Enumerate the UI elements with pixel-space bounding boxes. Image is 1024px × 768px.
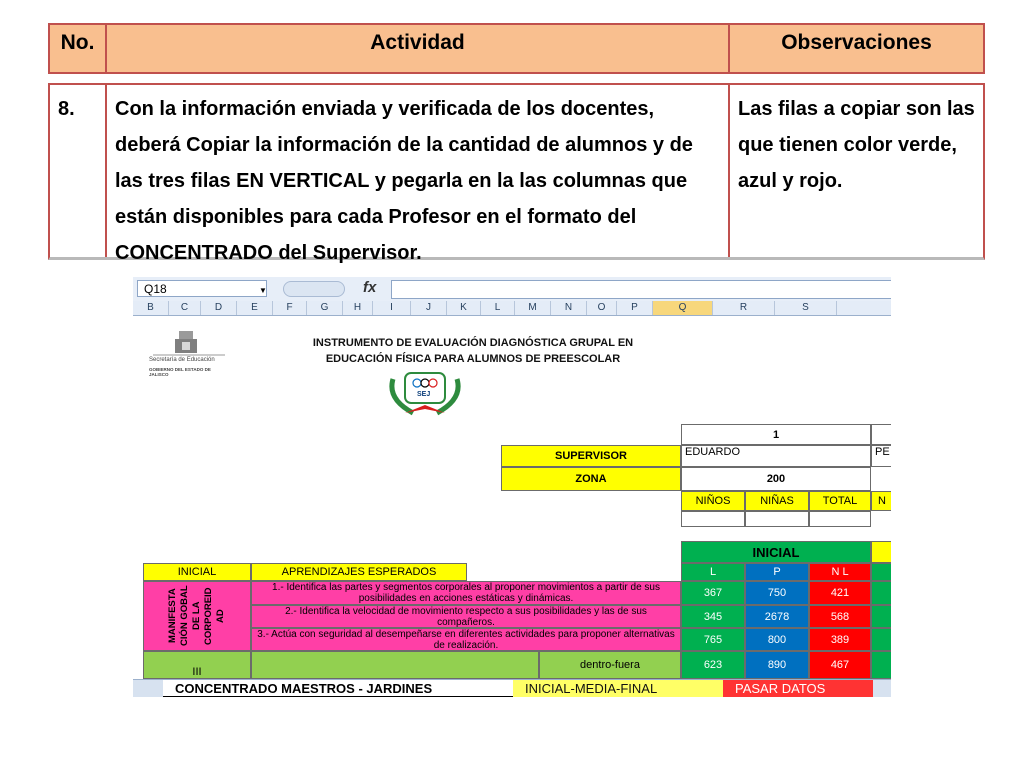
column-header-l[interactable]: L — [481, 301, 515, 315]
row-actividad: Con la información enviada y verificada de los docentes, deberá Copiar la información de la cantidad de alumnos y de las tres filas EN VERTICAL y pegarla en la las columnas que están disponibles para cada Profesor en el formato del CONCENTRADO del Supervisor. — [107, 85, 730, 257]
column-header-o[interactable]: O — [587, 301, 617, 315]
tab-inicial-media-final[interactable]: INICIAL-MEDIA-FINAL — [513, 680, 723, 697]
column-header-p[interactable]: P — [617, 301, 653, 315]
dentro-fuera-nl[interactable]: 467 — [809, 651, 871, 679]
column-header-b[interactable]: B — [133, 301, 169, 315]
secretaria-logo — [149, 329, 229, 377]
column-header-q[interactable]: Q — [653, 301, 713, 315]
row1-p[interactable]: 750 — [745, 581, 809, 605]
row1-l[interactable]: 367 — [681, 581, 745, 605]
table-header-inicial[interactable]: INICIAL — [143, 563, 251, 581]
side-label[interactable]: MANIFESTA CIÓN GOBAL DE LA CORPOREID AD — [143, 581, 251, 651]
column-header-i[interactable]: I — [373, 301, 411, 315]
emblem-text: SEJ — [417, 391, 431, 398]
column-header-s[interactable]: S — [775, 301, 837, 315]
next-teacher-cell[interactable]: PE — [871, 445, 891, 467]
logo-text-1: Secretaría de Educación — [149, 357, 215, 363]
dentro-fuera-label[interactable]: dentro-fuera — [539, 651, 681, 679]
column-header-r[interactable]: R — [713, 301, 775, 315]
zona-label[interactable]: ZONA — [501, 467, 681, 491]
ninas-value[interactable] — [745, 511, 809, 527]
inicial-header[interactable]: INICIAL — [681, 541, 871, 563]
title-line-2: EDUCACIÓN FÍSICA PARA ALUMNOS DE PREESCOLAR — [325, 353, 621, 365]
column-header-h[interactable]: H — [343, 301, 373, 315]
zona-value[interactable]: 200 — [681, 467, 871, 491]
sheet-tabs — [133, 679, 891, 697]
ninos-header[interactable]: NIÑOS — [681, 491, 745, 511]
formula-input[interactable] — [391, 280, 891, 299]
aprendizaje-row-1[interactable]: 1.- Identifica las partes y segmentos corporales al proponer movimientos a partir de sus posibilidades en acciones estáticas y dinámicas. — [251, 581, 681, 605]
row3-l[interactable]: 765 — [681, 628, 745, 651]
dentro-fuera-l[interactable]: 623 — [681, 651, 745, 679]
row3-nl[interactable]: 389 — [809, 628, 871, 651]
row3-p[interactable]: 800 — [745, 628, 809, 651]
aprendizaje-row-3[interactable]: 3.- Actúa con seguridad al desempeñarse en diferentes actividades para proponer alternativas de realización. — [251, 628, 681, 651]
column-header-m[interactable]: M — [515, 301, 551, 315]
ninas-header[interactable]: NIÑAS — [745, 491, 809, 511]
logo-text-2: GOBIERNO DEL ESTADO DE JALISCO — [149, 367, 211, 377]
dentro-fuera-p[interactable]: 890 — [745, 651, 809, 679]
next-inicial-header[interactable] — [871, 541, 891, 563]
tab-pasar-datos[interactable]: PASAR DATOS — [723, 680, 873, 697]
header-actividad: Actividad — [107, 25, 730, 72]
ninos-value[interactable] — [681, 511, 745, 527]
row2-l[interactable]: 345 — [681, 605, 745, 628]
teacher-number-cell[interactable]: 1 — [681, 424, 871, 445]
aprendizaje-row-2[interactable]: 2.- Identifica la velocidad de movimiento respecto a sus posibilidades y las de sus compañeros. — [251, 605, 681, 628]
dentro-fuera-next[interactable] — [871, 651, 891, 679]
column-header-f[interactable]: F — [273, 301, 307, 315]
table-header-aprendizajes[interactable]: APRENDIZAJES ESPERADOS — [251, 563, 467, 581]
partial-row-label[interactable]: III — [143, 651, 251, 679]
formula-bar — [133, 277, 891, 302]
column-header-k[interactable]: K — [447, 301, 481, 315]
total-value[interactable] — [809, 511, 871, 527]
row1-nl[interactable]: 421 — [809, 581, 871, 605]
fx-icon[interactable]: fx — [363, 279, 377, 296]
instruction-table-header — [48, 23, 985, 74]
col-nl-header[interactable]: N L — [809, 563, 871, 581]
title-line-1: INSTRUMENTO DE EVALUACIÓN DIAGNÓSTICA GRUPAL EN — [312, 337, 634, 349]
row3-next[interactable] — [871, 628, 891, 651]
instrument-title — [263, 335, 683, 367]
supervisor-value[interactable]: EDUARDO — [681, 445, 871, 467]
total-header[interactable]: TOTAL — [809, 491, 871, 511]
name-box[interactable]: Q18 — [137, 280, 267, 297]
excel-screenshot — [133, 277, 891, 697]
row1-next[interactable] — [871, 581, 891, 605]
next-count-header[interactable]: N — [871, 491, 891, 511]
row-number: 8. — [50, 85, 107, 257]
col-l-header[interactable]: L — [681, 563, 745, 581]
header-observaciones: Observaciones — [781, 31, 932, 54]
sej-emblem — [383, 369, 467, 417]
zoom-slider[interactable] — [283, 281, 345, 297]
supervisor-label[interactable]: SUPERVISOR — [501, 445, 681, 467]
column-header-j[interactable]: J — [411, 301, 447, 315]
row2-next[interactable] — [871, 605, 891, 628]
partial-row-text[interactable] — [251, 651, 539, 679]
column-header-c[interactable]: C — [169, 301, 201, 315]
column-header-g[interactable]: G — [307, 301, 343, 315]
row-observaciones: Las filas a copiar son las que tienen color verde, azul y rojo. — [738, 98, 975, 192]
column-header-n[interactable]: N — [551, 301, 587, 315]
chevron-down-icon[interactable]: ▼ — [259, 286, 267, 295]
next-teacher-header-cell[interactable] — [871, 424, 891, 445]
col-p-header[interactable]: P — [745, 563, 809, 581]
header-no: No. — [50, 25, 107, 72]
column-header-d[interactable]: D — [201, 301, 237, 315]
tab-concentrado[interactable]: CONCENTRADO MAESTROS - JARDINES — [163, 680, 513, 697]
column-header-e[interactable]: E — [237, 301, 273, 315]
instruction-table-row — [48, 83, 985, 264]
next-col-header[interactable] — [871, 563, 891, 581]
row2-p[interactable]: 2678 — [745, 605, 809, 628]
row2-nl[interactable]: 568 — [809, 605, 871, 628]
column-headers — [133, 301, 891, 316]
